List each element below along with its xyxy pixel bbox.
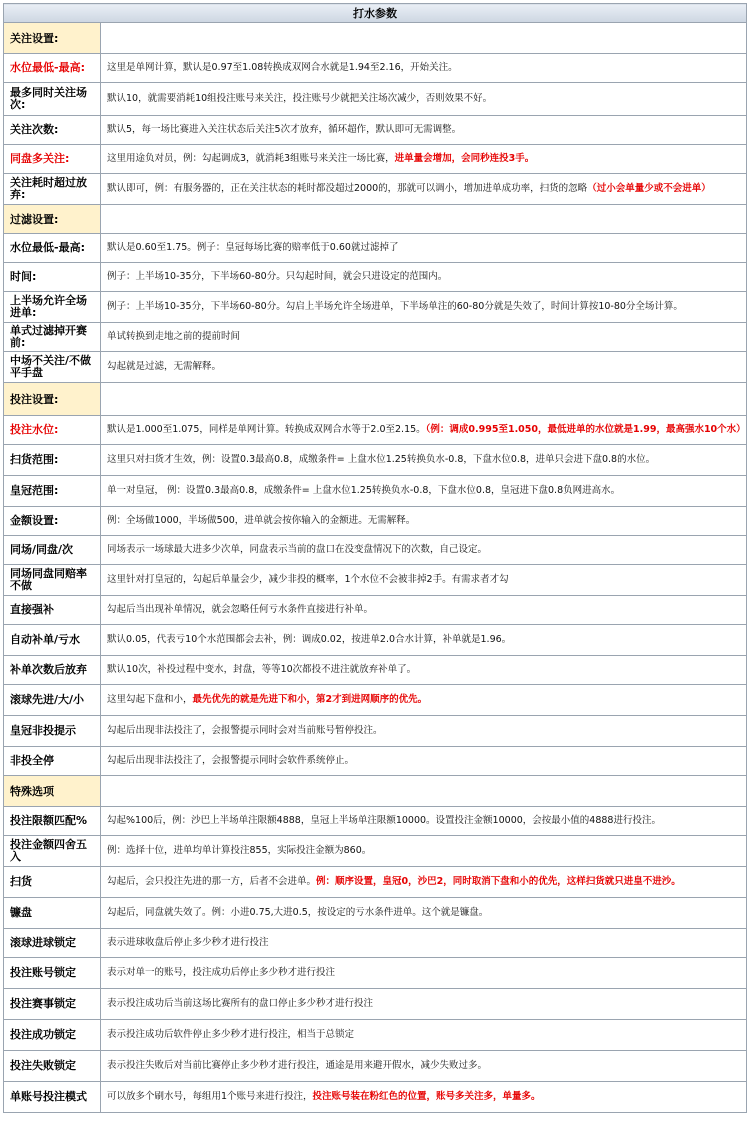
table-header-row <box>4 4 747 23</box>
table-row <box>4 145 747 174</box>
parameter-description <box>101 83 747 116</box>
parameter-name: 皇冠范围: <box>4 476 101 507</box>
parameter-description <box>101 929 747 958</box>
parameter-description <box>101 507 747 536</box>
parameter-description <box>101 867 747 898</box>
table-row <box>4 807 747 836</box>
parameter-description <box>101 1020 747 1051</box>
description-text: 默认是1.000至1.075，同样是单网计算。转换成双网合水等于2.0至2.15。 <box>107 424 426 435</box>
table-row <box>4 867 747 898</box>
parameter-table-body <box>4 4 747 1113</box>
section-blank-cell <box>101 205 747 234</box>
description-text: 表示进球收盘后停止多少秒才进行投注 <box>107 937 269 948</box>
parameter-description <box>101 807 747 836</box>
parameter-description <box>101 416 747 445</box>
parameter-name: 直接强补 <box>4 596 101 625</box>
parameter-name: 投注水位: <box>4 416 101 445</box>
description-text: 例子：上半场10-35分，下半场60-80分。只勾起时间，就会只进设定的范围内。 <box>107 271 448 282</box>
parameter-name: 非投全停 <box>4 747 101 776</box>
parameter-name: 投注限额匹配% <box>4 807 101 836</box>
highlight-text: 投注账号装在粉红色的位置，账号多关注多，单量多。 <box>312 1091 541 1102</box>
parameter-name: 皇冠非投提示 <box>4 716 101 747</box>
description-text: 勾起%100后，例：沙巴上半场单注限额4888，皇冠上半场单注限额10000。设置投注金额10000，会按最小值的4888进行投注。 <box>107 815 661 826</box>
highlight-text: 最先优先的就是先进下和小，第2才到进网顺序的优先。 <box>192 694 428 705</box>
parameter-name: 单式过滤掉开赛前: <box>4 323 101 352</box>
parameter-description <box>101 476 747 507</box>
section-title: 特殊选项 <box>4 776 101 807</box>
description-text: 表示投注失败后对当前比赛停止多少秒才进行投注，通途是用来避开假水，减少失败过多。 <box>107 1060 488 1071</box>
description-text: 默认0.05，代表亏10个水范围都会去补，例：调成0.02，按进单2.0合水计算，补单就是1.96。 <box>107 634 512 645</box>
highlight-text: （过小会单量少或不会进单） <box>587 183 711 194</box>
parameter-description <box>101 747 747 776</box>
parameter-description <box>101 596 747 625</box>
parameter-description <box>101 536 747 565</box>
parameter-name: 关注次数: <box>4 116 101 145</box>
parameter-name: 滚球进球锁定 <box>4 929 101 958</box>
description-text: 例：选择十位，进单均单计算投注855，实际投注金额为860。 <box>107 845 372 856</box>
parameter-description <box>101 145 747 174</box>
parameter-name: 投注金额四舍五入 <box>4 836 101 867</box>
description-text: 同场表示一场球最大进多少次单，同盘表示当前的盘口在没变盘情况下的次数，自己设定。 <box>107 544 488 555</box>
table-row <box>4 416 747 445</box>
parameter-name: 金额设置: <box>4 507 101 536</box>
description-text: 这里是单网计算，默认是0.97至1.08转换成双网合水就是1.94至2.16，开始关注。 <box>107 62 458 73</box>
parameter-description <box>101 1082 747 1113</box>
table-row <box>4 507 747 536</box>
parameter-description <box>101 685 747 716</box>
parameter-description <box>101 625 747 656</box>
table-row <box>4 685 747 716</box>
table-row <box>4 716 747 747</box>
parameter-name: 中场不关注/不做平手盘 <box>4 352 101 383</box>
table-row <box>4 476 747 507</box>
parameter-name: 水位最低-最高: <box>4 234 101 263</box>
table-row <box>4 83 747 116</box>
description-text: 默认即可，例：有服务器的，正在关注状态的耗时都没超过2000的，那就可以调小，增加进单成功率，扫货的忽略 <box>107 183 588 194</box>
table-row <box>4 1082 747 1113</box>
table-row <box>4 292 747 323</box>
parameter-name: 同场同盘同赔率不做 <box>4 565 101 596</box>
parameter-name: 水位最低-最高: <box>4 54 101 83</box>
table-row <box>4 989 747 1020</box>
table-row <box>4 747 747 776</box>
parameter-name: 投注赛事锁定 <box>4 989 101 1020</box>
parameter-description <box>101 234 747 263</box>
table-row <box>4 174 747 205</box>
description-text: 默认10次，补投过程中变水，封盘，等等10次都投不进注就放弃补单了。 <box>107 664 417 675</box>
table-row <box>4 1051 747 1082</box>
parameter-table <box>3 3 747 1113</box>
description-text: 这里用途负对员，例：勾起调成3，就消耗3组账号来关注一场比赛， <box>107 153 395 164</box>
parameter-name: 最多同时关注场次: <box>4 83 101 116</box>
section-blank-cell <box>101 23 747 54</box>
description-text: 这里勾起下盘和小， <box>107 694 193 705</box>
table-row <box>4 445 747 476</box>
section-header-row <box>4 776 747 807</box>
description-text: 例：全场做1000，半场做500，进单就会按你输入的金额进。无需解释。 <box>107 515 416 526</box>
parameter-description <box>101 958 747 989</box>
description-text: 勾起后当出现补单情况，就会忽略任何亏水条件直接进行补单。 <box>107 604 374 615</box>
parameter-description <box>101 352 747 383</box>
parameter-description <box>101 323 747 352</box>
parameter-name: 投注成功锁定 <box>4 1020 101 1051</box>
description-text: 这里针对打皇冠的，勾起后单量会少，减少非投的概率，1个水位不会被非掉2手。有需求者才勾 <box>107 574 509 585</box>
table-row <box>4 625 747 656</box>
table-row <box>4 565 747 596</box>
table-row <box>4 116 747 145</box>
section-title: 过滤设置: <box>4 205 101 234</box>
section-blank-cell <box>101 776 747 807</box>
parameter-description <box>101 54 747 83</box>
description-text: 这里只对扫货才生效，例：设置0.3最高0.8，成缴条件= 上盘水位1.25转换负水-0.8，下盘水位0.8，进单只会进下盘0.8的水位。 <box>107 454 656 465</box>
parameter-description <box>101 263 747 292</box>
table-row <box>4 323 747 352</box>
parameter-name: 投注账号锁定 <box>4 958 101 989</box>
parameter-name: 自动补单/亏水 <box>4 625 101 656</box>
parameter-description <box>101 116 747 145</box>
section-title: 投注设置: <box>4 383 101 416</box>
table-row <box>4 958 747 989</box>
section-blank-cell <box>101 383 747 416</box>
parameter-description <box>101 445 747 476</box>
highlight-text: （例：调成0.995至1.050，最低进单的水位就是1.99，最高强水10个水） <box>425 424 746 435</box>
highlight-text: 进单量会增加，会同秒连投3手。 <box>394 153 535 164</box>
description-text: 勾起后出现非法投注了，会报警提示同时会软件系统停止。 <box>107 755 355 766</box>
section-header-row <box>4 23 747 54</box>
description-text: 可以放多个刷水号，每组用1个账号来进行投注， <box>107 1091 313 1102</box>
table-row <box>4 536 747 565</box>
parameter-description <box>101 656 747 685</box>
parameter-name: 扫货 <box>4 867 101 898</box>
description-text: 单试转换到走地之前的提前时间 <box>107 331 241 342</box>
description-text: 勾起就是过滤，无需解释。 <box>107 361 222 372</box>
table-row <box>4 929 747 958</box>
parameter-description <box>101 174 747 205</box>
parameter-description <box>101 898 747 929</box>
table-title: 打水参数 <box>4 4 747 23</box>
parameter-name: 滚球先进/大/小 <box>4 685 101 716</box>
parameter-name: 同场/同盘/次 <box>4 536 101 565</box>
description-text: 单一对皇冠， 例：设置0.3最高0.8，成缴条件= 上盘水位1.25转换负水-0.8，下盘水位0.8，皇冠进下盘0.8负网进高水。 <box>107 485 621 496</box>
parameter-description <box>101 836 747 867</box>
description-text: 例子：上半场10-35分，下半场60-80分。勾启上半场允许全场进单，下半场单注的60-80分就是失效了，时间计算按10-80分全场计算。 <box>107 301 683 312</box>
table-row <box>4 836 747 867</box>
table-row <box>4 352 747 383</box>
description-text: 勾起后出现非法投注了，会报警提示同时会对当前账号暂停投注。 <box>107 725 383 736</box>
table-row <box>4 898 747 929</box>
description-text: 默认5，每一场比赛进入关注状态后关注5次才放弃，循环超作，默认即可无需调整。 <box>107 124 462 135</box>
parameter-name: 同盘多关注: <box>4 145 101 174</box>
description-text: 表示投注成功后当前这场比赛所有的盘口停止多少秒才进行投注 <box>107 998 374 1009</box>
table-row <box>4 1020 747 1051</box>
parameter-description <box>101 565 747 596</box>
description-text: 勾起后，同盘就失效了。例：小进0.75,大进0.5，按设定的亏水条件进单。这个就是镰盘。 <box>107 907 489 918</box>
parameter-description <box>101 716 747 747</box>
parameter-name: 时间: <box>4 263 101 292</box>
parameter-name: 扫货范围: <box>4 445 101 476</box>
parameter-name: 镰盘 <box>4 898 101 929</box>
table-row <box>4 656 747 685</box>
table-row <box>4 596 747 625</box>
parameter-description <box>101 989 747 1020</box>
parameter-name: 投注失败锁定 <box>4 1051 101 1082</box>
highlight-text: 例：顺序设置，皇冠0，沙巴2，同时取消下盘和小的优先，这样扫货就只进皇不进沙。 <box>316 876 681 887</box>
parameter-name: 关注耗时超过放弃: <box>4 174 101 205</box>
table-row <box>4 234 747 263</box>
section-header-row <box>4 205 747 234</box>
table-row <box>4 263 747 292</box>
parameter-description <box>101 292 747 323</box>
description-text: 默认10，就需要消耗10组投注账号来关注，投注账号少就把关注场次减少，否则效果不好。 <box>107 93 493 104</box>
description-text: 勾起后，会只投注先进的那一方，后者不会进单。 <box>107 876 317 887</box>
parameter-name: 单账号投注模式 <box>4 1082 101 1113</box>
section-header-row <box>4 383 747 416</box>
section-title: 关注设置: <box>4 23 101 54</box>
parameter-name: 上半场允许全场进单: <box>4 292 101 323</box>
table-row <box>4 54 747 83</box>
description-text: 表示投注成功后软件停止多少秒才进行投注，相当于总锁定 <box>107 1029 355 1040</box>
description-text: 表示对单一的账号，投注成功后停止多少秒才进行投注 <box>107 967 336 978</box>
parameter-name: 补单次数后放弃 <box>4 656 101 685</box>
description-text: 默认是0.60至1.75。例子：皇冠每场比赛的赔率低于0.60就过滤掉了 <box>107 242 399 253</box>
parameter-description <box>101 1051 747 1082</box>
